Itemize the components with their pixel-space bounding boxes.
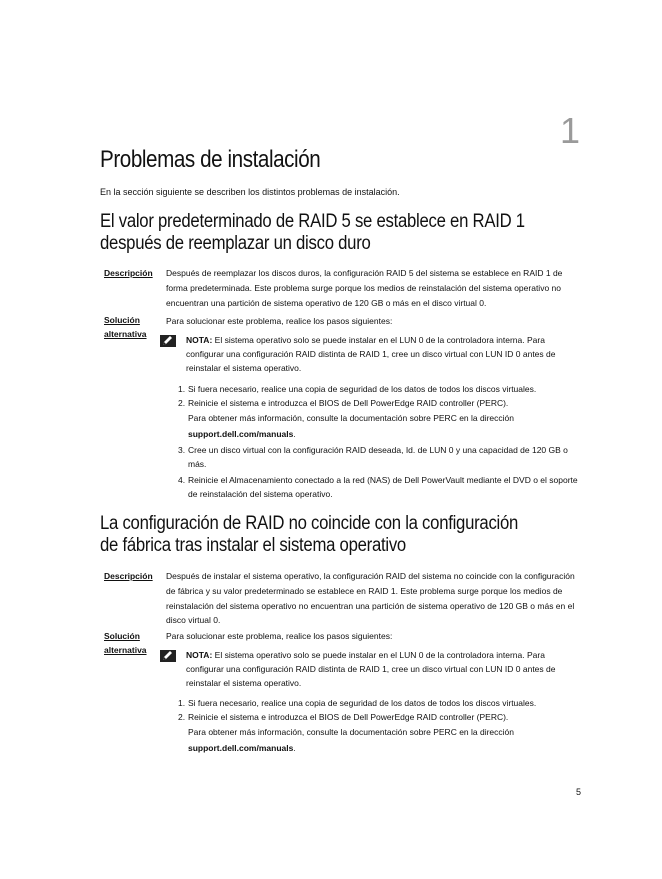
step-number: 2. (178, 397, 186, 408)
support-link[interactable]: support.dell.com/manuals (188, 742, 294, 753)
section1-solution-label: Solución alternativa (104, 315, 147, 339)
page-number: 5 (576, 787, 582, 797)
list-item (178, 383, 578, 397)
section1-note (160, 333, 578, 375)
section2-steps (178, 697, 578, 755)
step-number: 2. (178, 711, 186, 722)
section2-note (160, 648, 578, 690)
step-text: Reinicie el sistema e introduzca el BIOS de Dell PowerEdge RAID controller (PERC). (188, 711, 509, 722)
chapter-number: 1 (559, 110, 580, 151)
step-extra-text: Para obtener más información, consulte la documentación sobre PERC en la dirección (188, 413, 515, 423)
step-number: 3. (178, 445, 186, 455)
pencil-note-icon (160, 650, 176, 662)
step-text: Reinicie el Almacenamiento conectado a la red (NAS) de Dell PowerVault mediante el DVD o el soporte de reinstalación del sistema operativo. (188, 475, 578, 499)
section2-description-label: Descripción (104, 571, 153, 581)
section1-title: El valor predeterminado de RAID 5 se establece en RAID 1 después de reemplazar un disco duro (100, 211, 525, 254)
list-item (178, 711, 578, 756)
section1-solution-text: Para solucionar este problema, realice los pasos siguientes: (166, 316, 393, 326)
section2-note-label: NOTA: (186, 650, 213, 660)
section2-solution-label: Solución alternativa (104, 631, 147, 655)
section2-description-text: Después de instalar el sistema operativo, la configuración RAID del sistema no coincide con la configuración de fábrica y su valor predeterminado se establece en RAID 1. Este problema surge porque los medios de reinstalación del sistema operativo no encuentran una partición de sistema operativo de 120 GB o más en el disco virtual 0. (166, 571, 575, 626)
list-item (178, 697, 578, 711)
step-number: 1. (178, 698, 186, 708)
step-extra-text: Para obtener más información, consulte la documentación sobre PERC en la dirección (188, 727, 515, 737)
step-number: 1. (178, 384, 186, 394)
step-text: Reinicie el sistema e introduzca el BIOS de Dell PowerEdge RAID controller (PERC). (188, 397, 509, 408)
chapter-intro: En la sección siguiente se describen los distintos problemas de instalación. (100, 187, 400, 197)
link-period: . (293, 428, 296, 439)
step-number: 4. (178, 475, 186, 485)
list-item (178, 474, 578, 501)
section1-steps (178, 383, 578, 501)
chapter-title: Problemas de instalación (100, 146, 321, 173)
support-link[interactable]: support.dell.com/manuals (188, 428, 294, 439)
step-text: Cree un disco virtual con la configuración RAID deseada, Id. de LUN 0 y una capacidad de 120 GB o más. (188, 445, 568, 469)
section2-note-text: El sistema operativo solo se puede instalar en el LUN 0 de la controladora interna. Para configurar una configuración RAID distinta de RAID 1, cree un disco virtual con LUN ID 0 antes de reinstalar el sistema operativo. (186, 650, 556, 688)
section1-description-text: Después de reemplazar los discos duros, la configuración RAID 5 del sistema se establece en RAID 1 de forma predeterminada. Este problema surge porque los medios de reinstalación del sistema operativo no encuentran una partición de sistema operativo de 120 GB o más en el disco virtual 0. (166, 268, 563, 308)
list-item (178, 397, 578, 442)
step-text: Si fuera necesario, realice una copia de seguridad de los datos de todos los discos virtuales. (188, 698, 537, 708)
list-item (178, 444, 578, 471)
section1-description-label: Descripción (104, 268, 153, 278)
step-text: Si fuera necesario, realice una copia de seguridad de los datos de todos los discos virtuales. (188, 384, 537, 394)
pencil-note-icon (160, 335, 176, 347)
section2-solution-text: Para solucionar este problema, realice los pasos siguientes: (166, 631, 393, 641)
link-period: . (293, 742, 296, 753)
section1-note-label: NOTA: (186, 335, 213, 345)
section1-note-text: El sistema operativo solo se puede instalar en el LUN 0 de la controladora interna. Para configurar una configuración RAID distinta de RAID 1, cree un disco virtual con LUN ID 0 antes de reinstalar el sistema operativo. (186, 335, 556, 373)
section2-title: La configuración de RAID no coincide con la configuración de fábrica tras instalar el sistema operativo (100, 513, 519, 556)
